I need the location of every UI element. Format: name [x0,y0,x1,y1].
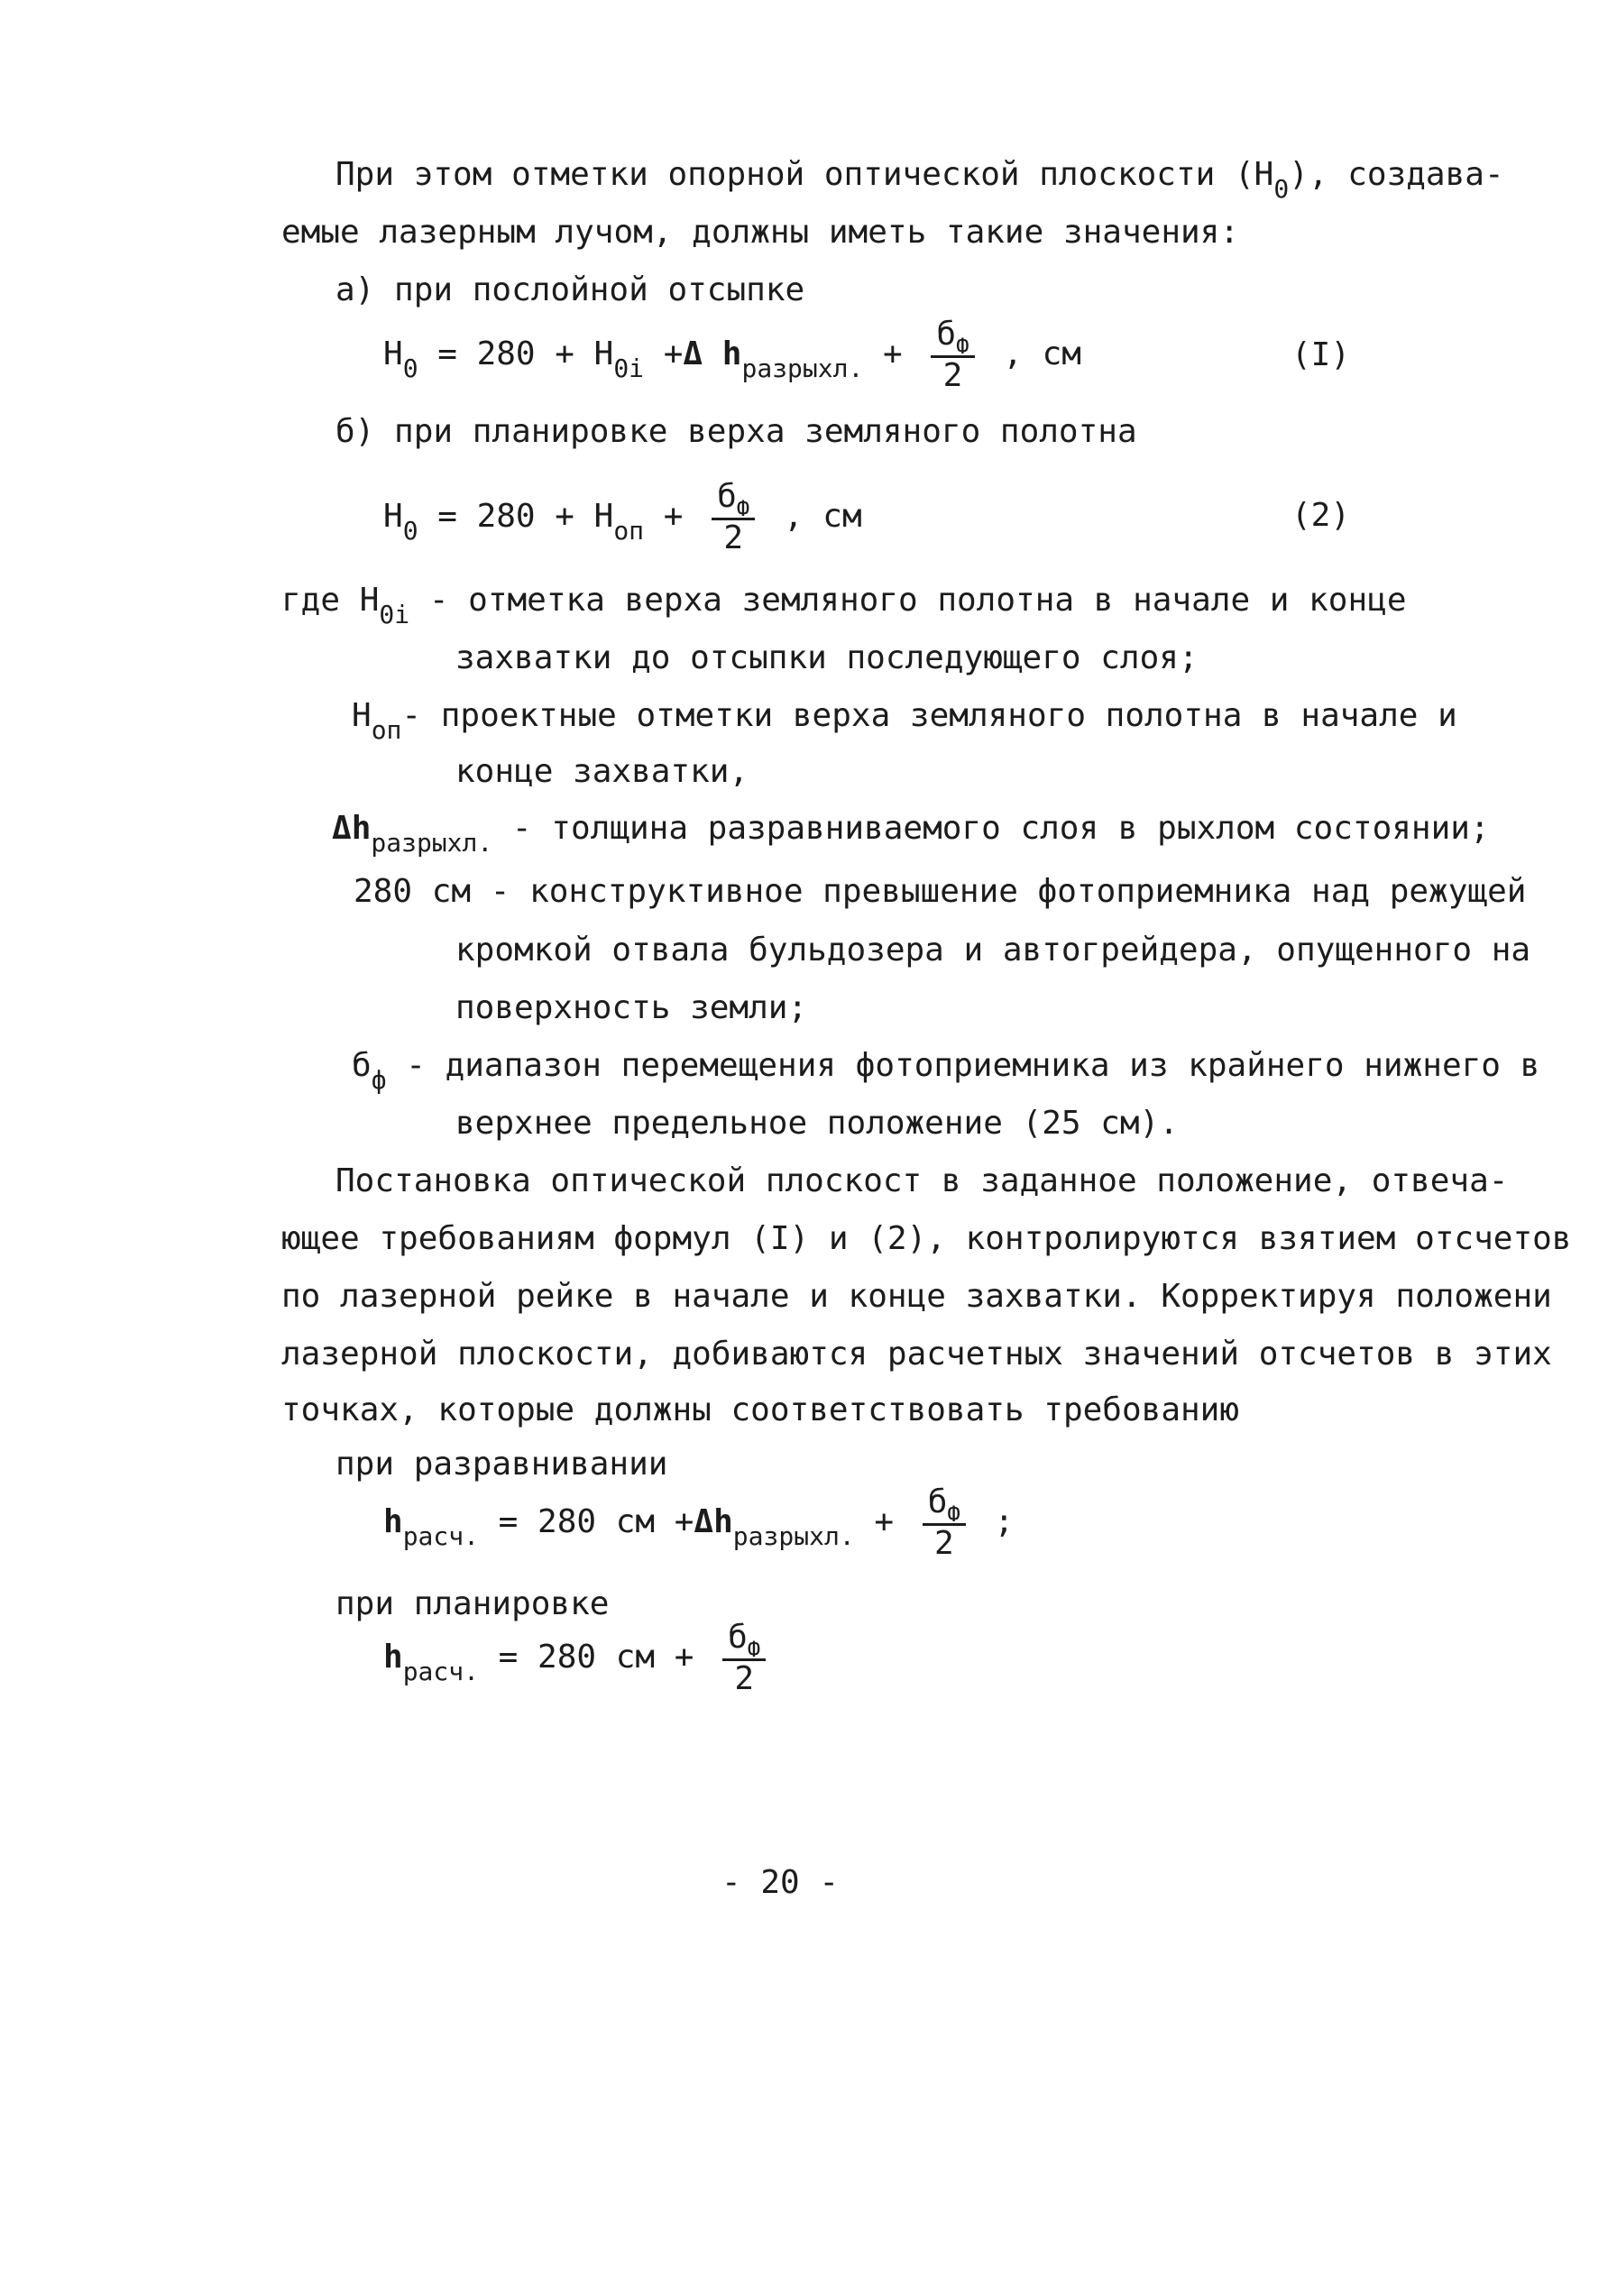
intro-line-2: емые лазерным лучом, должны иметь такие значения: [281,214,1240,251]
equation-3 [383,1479,1014,1567]
equation-2-number: (2) [1291,497,1351,534]
symbol: Н [593,498,614,535]
fraction [722,1620,766,1697]
definition-2 [352,694,1457,745]
numerator [712,478,755,521]
subscript: 0 [1273,174,1290,204]
operator: = 280 см + [498,1503,694,1540]
subscript: Ф [747,1637,761,1662]
subscript: расч. [402,1521,479,1551]
paragraph-line-5: точках, которые должны соответствовать требованию [281,1391,1240,1428]
definition-text: - отметка верха земляного полотна в начале и конце [428,582,1407,619]
definition-text: - диапазон перемещения фотоприемника из крайнего нижнего в [406,1047,1540,1084]
unit: , см [1003,335,1081,372]
subscript: оп [613,516,645,546]
definition-4-cont-2: поверхность земли; [455,989,808,1026]
equation-1-number: (I) [1291,336,1351,373]
operator: + [663,498,684,535]
where-word: где [281,582,341,619]
subscript: разрыхл. [732,1521,855,1551]
symbol: б [936,316,957,353]
symbol: Н [352,697,372,734]
subscript: 0 [402,354,418,383]
delta-symbol: Δ [694,1503,714,1540]
definition-1 [281,579,1407,629]
symbol: б [728,1619,748,1656]
numerator [931,316,974,359]
equation-1 [383,311,1081,400]
operator: + [663,335,684,372]
fraction [923,1484,966,1562]
intro-text-a: При этом отметки опорной оптической плоскости (Н [335,156,1274,193]
definition-1-cont: захватки до отсыпки последующего слоя; [455,639,1199,676]
symbol: б [717,478,737,515]
definition-2-cont: конце захватки, [455,753,749,790]
symbol: Н [593,335,614,372]
paragraph-line-4: лазерной плоскости, добиваются расчетных значений отсчетов в этих [281,1336,1552,1373]
numerator [722,1619,766,1662]
definition-5-cont: верхнее предельное положение (25 см). [455,1105,1179,1142]
definition-4: 280 см - конструктивное превышение фотоприемника над режущей [354,873,1527,910]
denominator: 2 [931,355,974,394]
intro-line-1 [335,153,1504,204]
fraction [712,479,755,556]
subscript: 0 [402,516,418,546]
symbol: Н [359,582,380,619]
subscript: оп [371,715,402,745]
case-b-label: б) при планировке верха земляного полотна [335,413,1137,450]
symbol: Н [383,498,403,535]
paragraph-line-3: по лазерной рейке в начале и конце захватки. Корректируя положени [281,1278,1552,1315]
subscript: разрыхл. [741,354,864,383]
unit: , см [783,498,862,535]
subscript: ф [371,1065,387,1095]
symbol: h [351,810,372,847]
symbol: б [927,1483,948,1520]
operator: = 280 см + [498,1639,694,1676]
numerator [923,1483,966,1527]
symbol: h [721,335,742,372]
denominator: 2 [722,1658,766,1697]
delta-symbol: Δ [683,335,703,372]
definition-3 [332,807,1490,858]
operator: + [883,335,903,372]
subscript: Ф [947,1502,960,1527]
symbol: h [383,1503,403,1540]
case-a-label: а) при послойной отсыпке [335,271,805,308]
denominator: 2 [712,518,755,556]
symbol: Н [383,335,403,372]
subscript: Ф [956,334,969,359]
operator: = 280 + [437,498,574,535]
subscript: 0i [379,600,410,629]
operator: = 280 + [437,335,574,372]
punctuation: ; [994,1503,1015,1540]
page-number: - 20 - [721,1864,840,1901]
operator: + [874,1503,895,1540]
equation-4 [383,1614,775,1703]
intro-text-b: ), создава- [1289,156,1504,193]
equation-3-label: при разравнивании [335,1446,668,1483]
definition-text: - проектные отметки верха земляного полотна в начале и [401,697,1457,734]
denominator: 2 [923,1523,966,1562]
fraction [931,317,974,394]
definition-4-cont-1: кромкой отвала бульдозера и автогрейдера, опущенного на [455,932,1531,969]
paragraph-line-2: ющее требованиям формул (I) и (2), контролируются взятием отсчетов [281,1220,1572,1257]
equation-2 [383,473,862,562]
definition-5 [352,1044,1540,1095]
definition-text: - толщина разравниваемого слоя в рыхлом состоянии; [511,810,1490,847]
subscript: Ф [736,496,750,521]
symbol: h [713,1503,733,1540]
symbol: б [352,1047,372,1084]
subscript: 0i [613,354,645,383]
paragraph-line-1: Постановка оптической плоскост в заданное положение, отвеча- [335,1162,1509,1199]
delta-symbol: Δ [332,810,352,847]
symbol: h [383,1639,403,1676]
subscript: расч. [402,1657,479,1686]
equation-4-label: при планировке [335,1585,610,1622]
subscript: разрыхл. [371,828,493,858]
